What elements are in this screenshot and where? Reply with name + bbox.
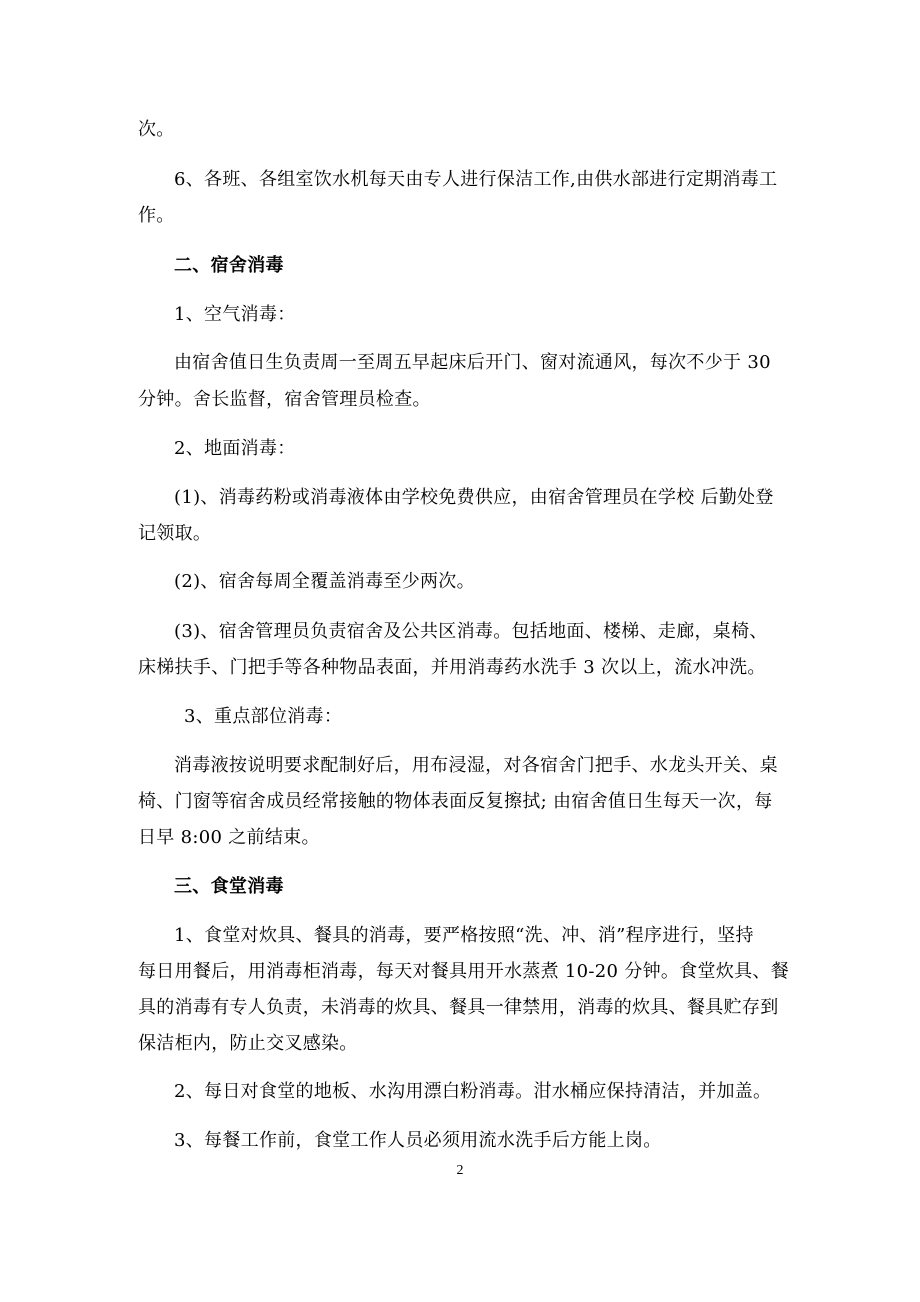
page-number: 2 xyxy=(456,1163,464,1178)
text-line: 3、重点部位消毒： xyxy=(184,706,343,727)
text-line: 6、各班、各组室饮水机每天由专人进行保洁工作,由供水部进行定期消毒工 xyxy=(174,169,778,190)
text-line: 消毒液按说明要求配制好后，用布浸湿，对各宿舍门把手、水龙头开关、桌 xyxy=(174,755,778,776)
text-line: 1、空气消毒： xyxy=(174,304,296,325)
text-line: (2)、宿舍每周全覆盖消毒至少两次。 xyxy=(174,571,475,592)
text-line: 日早 8:00 之前结束。 xyxy=(138,827,320,848)
text-line: 每日用餐后，用消毒柜消毒，每天对餐具用开水蒸煮 10-20 分钟。食堂炊具、餐 xyxy=(138,961,790,982)
text-line: 具的消毒有专人负责，未消毒的炊具、餐具一律禁用，消毒的炊具、餐具贮存到 xyxy=(138,997,779,1018)
text-line: 1、食堂对炊具、餐具的消毒，要严格按照“洗、冲、消”程序进行，坚持 xyxy=(174,925,754,946)
text-line: 次。 xyxy=(138,119,175,140)
text-line: 2、每日对食堂的地板、水沟用漂白粉消毒。泔水桶应保持清洁，并加盖。 xyxy=(174,1081,772,1102)
text-line: 2、地面消毒： xyxy=(174,438,296,459)
text-line: 记领取。 xyxy=(138,523,212,544)
text-line: (1)、消毒药粉或消毒液体由学校免费供应，由宿舍管理员在学校 后勤处登 xyxy=(174,487,774,508)
text-line: 3、每餐工作前，食堂工作人员必须用流水洗手后方能上岗。 xyxy=(174,1130,662,1151)
text-line: 床梯扶手、门把手等各种物品表面，并用消毒药水洗手 3 次以上，流水冲洗。 xyxy=(138,657,766,678)
section-heading: 三、食堂消毒 xyxy=(174,876,284,897)
text-line: 分钟。舍长监督，宿舍管理员检查。 xyxy=(138,389,431,410)
text-line: 椅、门窗等宿舍成员经常接触的物体表面反复擦拭; 由宿舍值日生每天一次，每 xyxy=(138,791,773,812)
text-line: 由宿舍值日生负责周一至周五早起床后开门、窗对流通风，每次不少于 30 xyxy=(174,352,771,373)
section-heading: 二、宿舍消毒 xyxy=(174,255,284,276)
text-line: (3)、宿舍管理员负责宿舍及公共区消毒。包括地面、楼梯、走廊，桌椅、 xyxy=(174,621,768,642)
text-line: 作。 xyxy=(138,205,175,226)
text-line: 保洁柜内，防止交叉感染。 xyxy=(138,1033,358,1054)
